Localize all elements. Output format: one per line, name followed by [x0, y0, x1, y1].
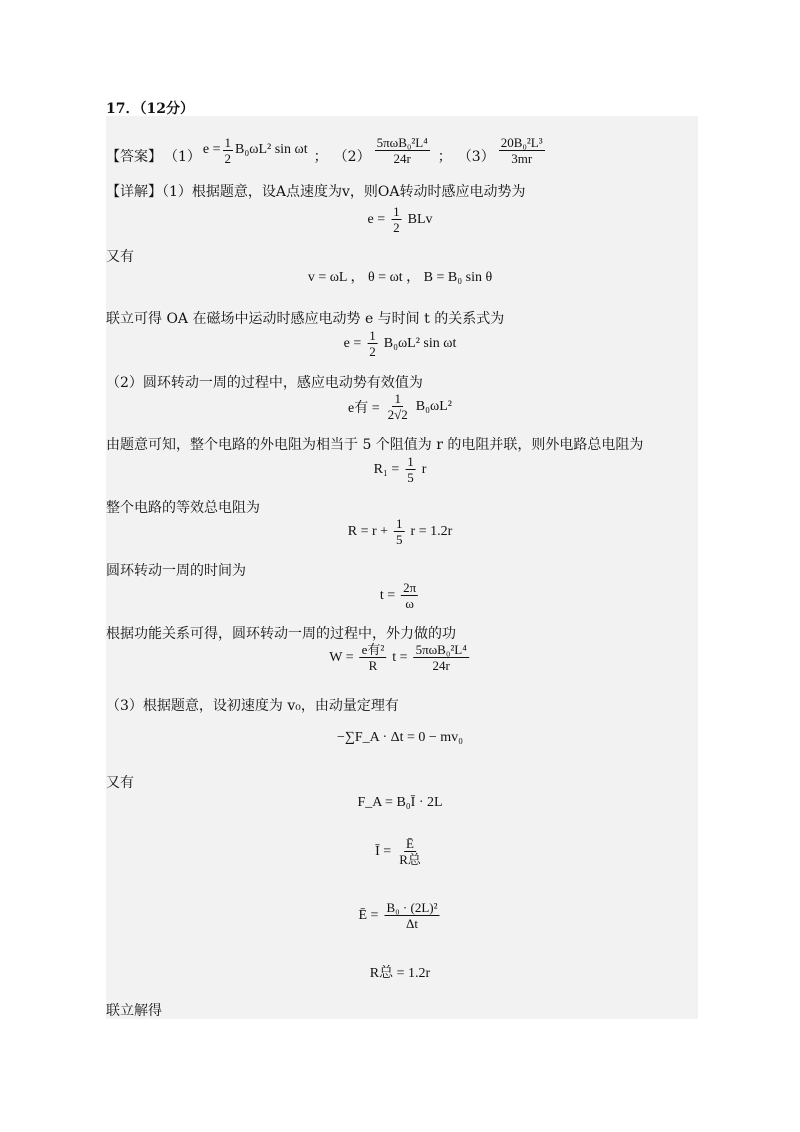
detail-line-4: （2）圆环转动一周的过程中，感应电动势有效值为 — [106, 375, 423, 391]
eq12-fraction — [384, 900, 439, 931]
eq7-left: t = — [379, 587, 396, 603]
equation-11 — [375, 836, 425, 867]
eq12-numerator: B₀ · (2L)² — [386, 900, 438, 915]
answer-2-numerator: 5πωB₀²L⁴ — [376, 134, 428, 150]
eq3-right: B₀ωL² sin ωt — [383, 335, 457, 351]
detail-line-9: （3）根据题意，设初速度为 v₀，由动量定理有 — [106, 698, 399, 714]
eq8-denominator-1: R — [368, 658, 378, 673]
eq3-numerator: 1 — [369, 328, 376, 343]
eq6-numerator: 1 — [396, 516, 403, 531]
answer-part2-label: （2） — [333, 149, 371, 165]
answer-3-numerator: 20B₀²L³ — [500, 134, 543, 150]
detail-line-3: 联立可得 OA 在磁场中运动时感应电动势 e 与时间 t 的关系式为 — [106, 311, 505, 327]
eq5-right: r — [421, 461, 427, 477]
equation-9: −∑F_A · Δt = 0 − mv₀ — [336, 730, 464, 745]
answer-separator-1: ； — [313, 149, 328, 165]
detail-line-1 — [106, 183, 526, 201]
eq5-fraction — [405, 454, 416, 485]
equation-12 — [359, 900, 442, 931]
answer-2-denominator: 24r — [393, 150, 411, 166]
eq6-left: R = r + — [347, 523, 389, 539]
eq4-numerator: 1 — [394, 391, 401, 406]
eq8-numerator-2: 5πωB₀²L⁴ — [415, 642, 467, 657]
eq3-fraction — [367, 328, 378, 359]
equation-7 — [380, 580, 420, 611]
eq12-left: Ē = — [358, 907, 379, 923]
detail-line-11: 联立解得 — [106, 1003, 162, 1019]
detail-line-7: 圆环转动一周的时间为 — [106, 563, 246, 579]
eq8-denominator-2: 24r — [432, 658, 450, 673]
detail-line-8: 根据功能关系可得，圆环转动一周的过程中，外力做的功 — [106, 626, 456, 642]
detail-line-6: 整个电路的等效总电阻为 — [106, 500, 260, 516]
answer-1-numerator: 1 — [224, 134, 232, 150]
eq12-denominator: Δt — [405, 916, 418, 931]
answer-1-right: B₀ωL² sin ωt — [235, 142, 308, 157]
eq8-left: W = — [329, 649, 354, 665]
eq8-numerator-1: e有² — [361, 642, 385, 657]
eq6-denominator: 5 — [396, 532, 403, 547]
eq11-left: Ī = — [375, 843, 392, 859]
answer-1-denominator: 2 — [224, 150, 232, 166]
answer-separator-2: ； — [437, 149, 452, 165]
equation-8 — [329, 642, 471, 673]
eq4-left: e有 = — [348, 400, 380, 416]
detail-line-5: 由题意可知，整个电路的外电阻为相当于 5 个阻值为 r 的电阻并联，则外电路总电阻为 — [106, 437, 644, 453]
eq3-denominator: 2 — [369, 344, 376, 359]
equation-10: F_A = B₀Ī · 2L — [357, 795, 443, 810]
eq1-numerator: 1 — [393, 204, 400, 219]
equation-13: R总 = 1.2r — [369, 966, 431, 981]
eq5-left: R₁ = — [373, 461, 400, 477]
eq7-fraction — [401, 580, 418, 611]
equation-4 — [348, 391, 452, 422]
eq8-fraction-2 — [414, 642, 469, 673]
equation-1 — [368, 204, 433, 235]
eq6-fraction — [394, 516, 405, 547]
eq5-denominator: 5 — [407, 470, 414, 485]
eq4-fraction — [386, 391, 410, 422]
eq7-denominator: ω — [405, 596, 414, 611]
detail-line-2: 又有 — [106, 249, 134, 265]
eq11-fraction — [397, 836, 423, 867]
eq6-right: r = 1.2r — [410, 523, 453, 539]
answer-1-formula — [203, 135, 308, 166]
eq8-middle: t = — [392, 649, 408, 665]
answer-1-left: e = — [202, 142, 221, 157]
eq8-fraction-1 — [360, 642, 387, 673]
answer-1-fraction — [223, 135, 234, 166]
answer-line — [106, 134, 547, 166]
answer-part3-label: （3） — [457, 149, 495, 165]
equation-5 — [374, 454, 427, 485]
eq4-denominator: 2√2 — [387, 407, 408, 422]
question-heading: 17．（12分） — [106, 101, 194, 117]
equation-3 — [344, 328, 457, 359]
eq1-right: BLv — [407, 211, 433, 227]
answer-3-fraction — [499, 135, 545, 166]
equation-2: v = ωL ， θ = ωt ， B = B₀ sin θ — [307, 270, 493, 285]
detail-line-10: 又有 — [106, 775, 134, 791]
eq3-left: e = — [343, 335, 362, 351]
eq4-right: B₀ωL² — [415, 398, 452, 414]
detail-label: 【详解】 — [106, 184, 162, 200]
eq11-denominator: R总 — [399, 852, 421, 867]
answer-part1-label: （1） — [164, 149, 201, 165]
answer-3-denominator: 3mr — [511, 150, 533, 166]
equation-6 — [348, 516, 453, 547]
answer-label: 【答案】 — [106, 149, 162, 165]
eq1-fraction — [391, 204, 402, 235]
eq1-denominator: 2 — [393, 220, 400, 235]
eq5-numerator: 1 — [407, 454, 414, 469]
answer-2-fraction — [375, 135, 430, 166]
eq7-numerator: 2π — [403, 580, 417, 595]
eq11-numerator: Ē — [406, 836, 415, 851]
eq1-left: e = — [367, 211, 386, 227]
detail-text-1: （1）根据题意，设A点速度为v，则OA转动时感应电动势为 — [162, 184, 526, 200]
